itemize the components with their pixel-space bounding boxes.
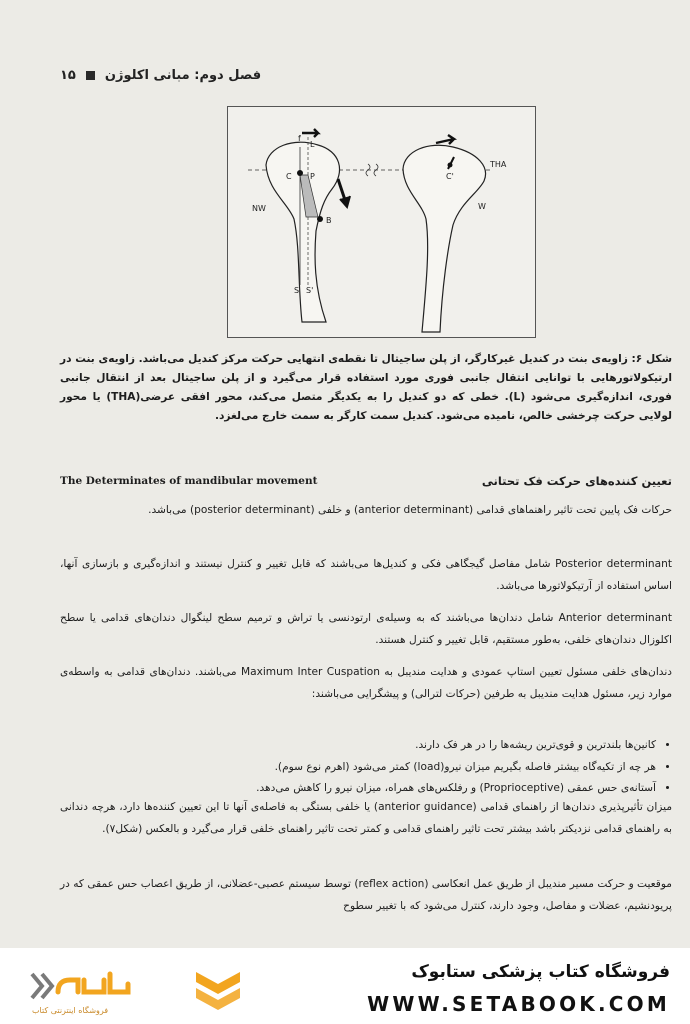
paragraph-3: Anterior determinant شامل دندان‌ها می‌باشند که به وسیله‌ی ارتودنسی یا تراش و ترمیم سطح لینگوال دندان‌های قدامی یا سطح اکلوزال دندان‌های خلفی، به‌طور مستقیم، قابل تغییر و کنترل هستند.: [60, 612, 672, 646]
label-S: S: [294, 286, 300, 295]
label-P: P: [310, 172, 315, 181]
store-banner[interactable]: [0, 948, 690, 1024]
setabook-logo[interactable]: [28, 964, 138, 1008]
page-number: ۱۵: [60, 68, 76, 83]
paragraph-5: میزان تأثیرپذیری دندان‌ها از راهنمای قدامی (anterior guidance) یا خلفی بستگی به فاصله‌ی آنها تا این تعیین کننده‌ها دارد، هرچه دندانی به راهنمای قدامی نزدیکتر باشد بیشتر تحت تاثیر راهنمای قدامی و کمتر تحت تاثیر راهنمای خلفی قرار می‌گیرد و بالعکس (شکل۷).: [60, 801, 672, 835]
condyle-diagram: [228, 107, 535, 337]
bullet-list: [60, 735, 672, 800]
axis-break-mark: [366, 164, 378, 176]
list-item: • آستانه‌ی حس عمقی (Proprioceptive) و رفلکس‌های همراه، میزان نیرو را کاهش می‌دهد.: [60, 778, 656, 800]
book-chevron-icon: [192, 962, 244, 1014]
section-heading-fa: تعیین کننده‌های حرکت فک تحتانی: [481, 474, 672, 488]
label-f: f: [298, 134, 301, 143]
label-NW: NW: [252, 204, 266, 213]
logo-chevron-icon: [32, 974, 52, 998]
point-b: [317, 216, 323, 222]
label-L: L: [310, 140, 315, 149]
paragraph-4: دندان‌های خلفی مسئول تعیین استاپ عمودی و هدایت مندیبل به Maximum Inter Cuspation می‌باشند. دندان‌های قدامی به واسطه‌ی موارد زیر، مسئول هدایت مندیبل به طرفین (حرکات لترالی) و پیشگرایی می‌باشند:: [60, 666, 672, 700]
shop-url-link[interactable]: WWW.SETABOOK.COM: [367, 992, 670, 1016]
section-heading-en: The Determinates of mandibular movement: [60, 475, 318, 487]
label-C-prime: C': [446, 172, 454, 181]
paragraph-6: موقعیت و حرکت مسیر مندیبل از طریق عمل انعکاسی (reflex action) توسط سیستم عصبی-عضلانی، از طریق اعصاب حس عمقی که در پریودنشیم، عضلات و مفاصل، وجود دارند، کنترل می‌شود که با تغییر سطوح: [60, 878, 672, 912]
page-header: [60, 68, 288, 83]
label-THA: THA: [490, 160, 507, 169]
non-working-condyle: [266, 142, 340, 322]
logo-subtext: فروشگاه اینترنتی کتاب: [32, 1006, 109, 1015]
working-condyle: [403, 145, 486, 332]
label-W: W: [478, 202, 486, 211]
label-B: B: [326, 216, 332, 225]
chapter-title: فصل دوم: مبانی اکلوژن: [104, 68, 262, 83]
header-square-icon: [86, 71, 95, 80]
condyle-figure: [227, 106, 536, 338]
section-heading: [60, 474, 672, 488]
label-C: C: [286, 172, 292, 181]
list-item: • هر چه از تکیه‌گاه بیشتر فاصله بگیریم میزان نیرو(load) کمتر می‌شود (اهرم نوع سوم).: [60, 757, 656, 779]
logo-wordmark-icon: [58, 974, 128, 992]
paragraph-1: حرکات فک پایین تحت تاثیر راهنماهای قدامی (anterior determinant) و خلفی (posterior determinant) می‌باشد.: [148, 504, 672, 516]
list-item: • کانین‌ها بلندترین و قوی‌ترین ریشه‌ها را در هر فک دارند.: [60, 735, 656, 757]
figure-caption: شکل ۶: زاویه‌ی بنت در کندیل غیرکارگر، از پلن ساجیتال تا نقطه‌ی انتهایی حرکت مرکز کندیل می‌باشد. زاویه‌ی بنت در ارتیکولاتورهایی با توانایی انتقال جانبی فوری مورد استفاده قرار می‌گیرد و از پلن ساجیتال بعد از انتقال جانبی فوری، اندازه‌گیری می‌شود (L). خطی که دو کندیل را به یکدیگر متصل می‌کند، محور افقی عرضی(THA) یا محور لولایی حرکت چرخشی خالص، نامیده می‌شود. کندیل سمت کارگر به سمت خارج می‌لغزد.: [60, 353, 672, 422]
arrow-head-icon: [340, 196, 350, 207]
point-c: [297, 170, 303, 176]
arrow-right-icon: [436, 135, 454, 144]
paragraph-2: Posterior determinant شامل مفاصل گیجگاهی فکی و کندیل‌ها می‌باشند که قابل تغییر و کنترل نیستند و اندازه‌گیری و بازسازی آنها، اساس استفاده از آرتیکولاتورها می‌باشد.: [60, 558, 672, 592]
arrow-right-icon: [302, 129, 318, 137]
label-S-prime: S': [306, 286, 314, 295]
shop-name: فروشگاه کتاب پزشکی ستابوک: [411, 962, 670, 982]
